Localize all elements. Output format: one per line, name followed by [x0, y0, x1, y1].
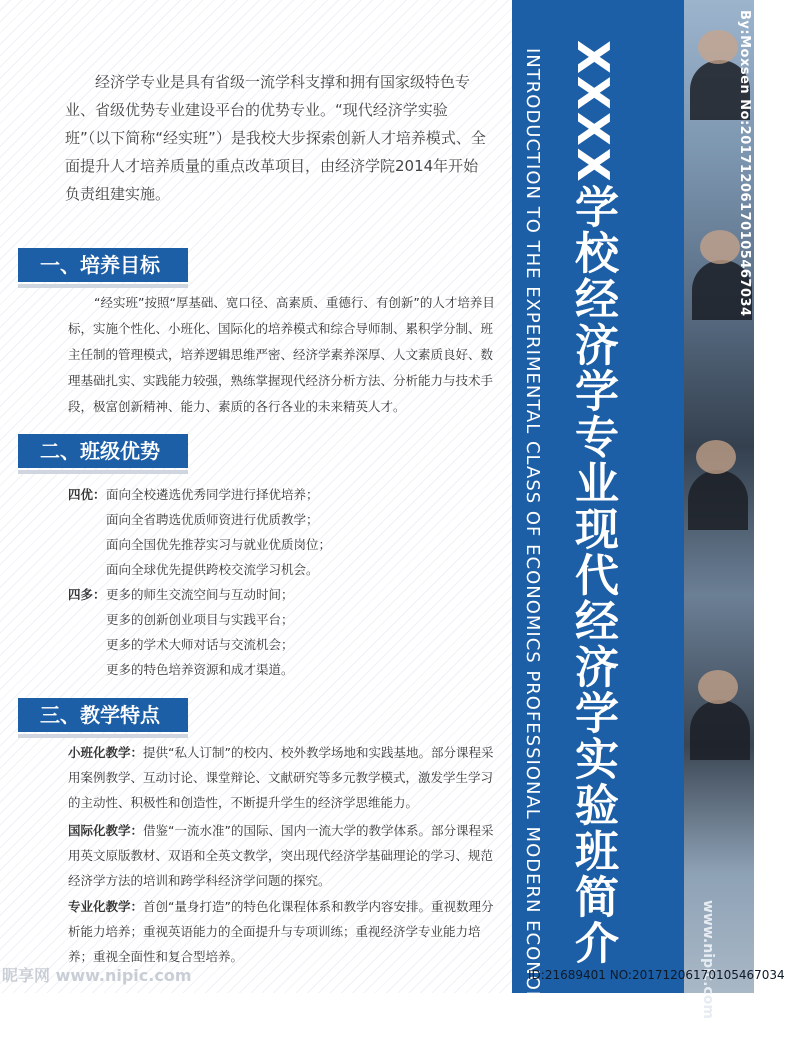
section-1-heading: 一、培养目标	[18, 248, 188, 282]
list-item	[68, 532, 498, 557]
four-duo-tag: 四多：	[68, 587, 106, 602]
section-3-heading: 三、教学特点	[18, 698, 188, 732]
feature-label: 小班化教学：	[68, 745, 144, 760]
main-title: XXXX学校经济学专业现代经济学实验班简介	[567, 40, 618, 966]
feature-text: 提供“私人订制”的校内、校外教学场地和实践基地。部分课程采用案例教学、互动讨论、课堂辩论、文献研究等多元教学模式，激发学生学习的主动性、积极性和创造性，不断提升学生的经济学思维能力。	[68, 745, 494, 810]
list-item	[68, 607, 498, 632]
section-1-body	[68, 290, 500, 420]
feature-text: 借鉴“一流水准”的国际、国内一流大学的教学体系。部分课程采用英文原版教材、双语和全英文教学，突出现代经济学基础理论的学习、规范经济学方法的培训和跨学科经济学问题的探究。	[68, 823, 494, 888]
feature-text: 首创“量身打造”的特色化课程体系和教学内容安排。重视数理分析能力培养；重视英语能力的全面提升与专项训练；重视经济学专业能力培养；重视全面性和复合型培养。	[68, 899, 494, 964]
graduates-photo	[684, 0, 754, 993]
watermark-right: www.nipic.com	[700, 900, 716, 1019]
list-item-text: 面向全球优先提供跨校交流学习机会。	[106, 562, 319, 577]
list-item	[68, 507, 498, 532]
teaching-feature-3	[68, 894, 500, 969]
list-item-text: 面向全校遴选优秀同学进行择优培养；	[106, 487, 319, 502]
feature-label: 国际化教学：	[68, 823, 144, 838]
list-item-text: 更多的学术大师对话与交流机会；	[106, 637, 294, 652]
list-item	[68, 557, 498, 582]
photo-caption: By:Moxsen No:20171206170105467034	[737, 10, 752, 317]
list-item-text: 更多的师生交流空间与互动时间；	[106, 587, 294, 602]
feature-label: 专业化教学：	[68, 899, 144, 914]
list-item-text: 面向全省聘选优质师资进行优质教学；	[106, 512, 319, 527]
intro-paragraph: 经济学专业是具有省级一流学科支撑和拥有国家级特色专业、省级优势专业建设平台的优势专业。“现代经济学实验班”（以下简称“经实班”）是我校大步探索创新人才培养模式、全面提升人才培养质量的重点改革项目，由经济学院2014年开始负责组建实施。	[65, 73, 486, 203]
english-title: INTRODUCTION TO THE EXPERIMENTAL CLASS OF ECONOMICS PROFESSIONAL MODERN ECONOMICS	[522, 48, 543, 1040]
advantages-list	[68, 482, 498, 682]
list-item	[68, 657, 498, 682]
list-item-text: 更多的创新创业项目与实践平台；	[106, 612, 294, 627]
four-you-tag: 四优：	[68, 487, 106, 502]
section-2-heading: 二、班级优势	[18, 434, 188, 468]
image-id-line: ID:21689401 NO:20171206170105467034	[528, 968, 785, 982]
watermark-left: 昵享网 www.nipic.com	[2, 966, 192, 985]
list-item	[68, 582, 498, 607]
teaching-feature-2	[68, 818, 500, 893]
list-item	[68, 632, 498, 657]
list-item-text: 面向全国优先推荐实习与就业优质岗位；	[106, 537, 332, 552]
teaching-feature-1	[68, 740, 500, 815]
section-1-text: “经实班”按照“厚基础、宽口径、高素质、重德行、有创新”的人才培养目标，实施个性化、小班化、国际化的培养模式和综合导师制、累积学分制、班主任制的管理模式，培养逻辑思维严密、经济学素养深厚、人文素质良好、数理基础扎实、实践能力较强，熟练掌握现代经济分析方法、分析能力与技术手段，极富创新精神、能力、素质的各行各业的未来精英人才。	[68, 295, 495, 414]
list-item-text: 更多的特色培养资源和成才渠道。	[106, 662, 294, 677]
list-item	[68, 482, 498, 507]
